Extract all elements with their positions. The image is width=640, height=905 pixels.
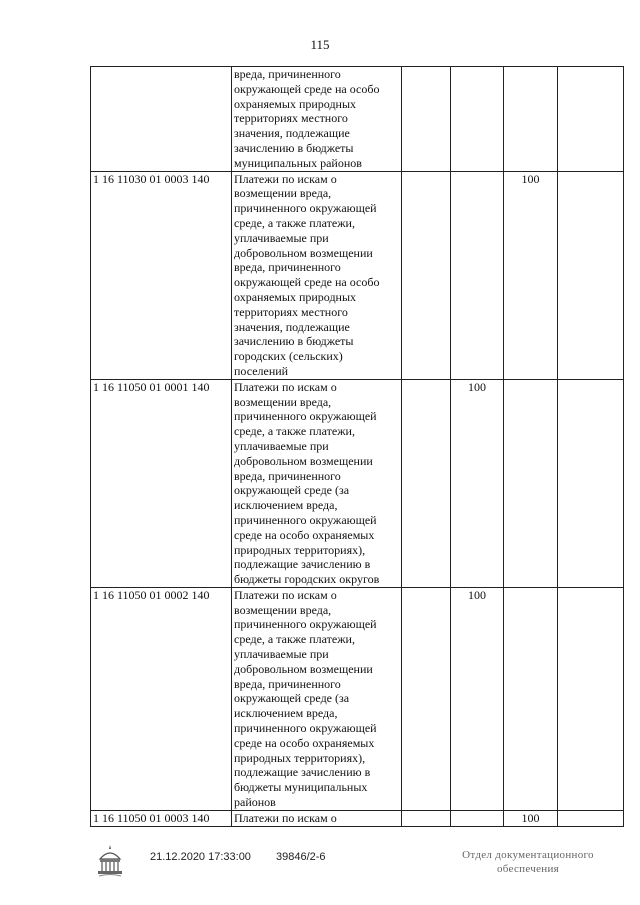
revenue-name-line: вреда, причиненного (234, 67, 341, 81)
percent-cell (402, 379, 451, 587)
revenue-name-line: вреда, причиненного (234, 260, 341, 275)
revenue-name-line: подлежащие зачислению в (234, 765, 371, 780)
table-row (91, 67, 624, 172)
budget-code-cell (91, 67, 232, 172)
emblem-logo (93, 843, 127, 879)
table-row (91, 587, 624, 810)
revenue-name-line: Платежи по искам о (234, 810, 337, 825)
percent-cell: 100 (451, 379, 504, 587)
revenue-name-line: возмещении вреда, (234, 602, 332, 617)
page-number: 115 (310, 37, 330, 52)
stamp-line: Отдел документационного (462, 849, 594, 861)
percent-cell (402, 587, 451, 810)
revenue-name-line: бюджеты городских округов (234, 572, 380, 587)
revenue-name-line: среде, а также платежи, (234, 632, 355, 647)
revenue-name-line: окружающей среде на особо (234, 275, 380, 290)
percent-cell (504, 67, 558, 172)
revenue-name-line: охраняемых природных (234, 289, 357, 304)
footer-timestamp: 21.12.2020 17:33:00 (150, 851, 251, 863)
revenue-name-line: окружающей среде (за (234, 691, 350, 706)
revenue-name-line: среде на особо охраняемых (234, 527, 375, 542)
percent-cell (558, 171, 624, 379)
percent-cell (402, 810, 451, 826)
revenue-name-line: уплачиваемые при (234, 438, 329, 453)
percent-cell (451, 171, 504, 379)
revenue-name-line: среде на особо охраняемых (234, 735, 375, 750)
percent-cell (451, 67, 504, 172)
revenue-name-line: территориях местного (234, 111, 348, 126)
table-row (91, 379, 624, 587)
revenue-name-line: причиненного окружающей (234, 409, 377, 424)
table-row (91, 171, 624, 379)
revenue-name-line: районов (234, 795, 276, 810)
stamp-line: обеспечения (496, 863, 560, 875)
revenue-name-line: поселений (234, 363, 289, 378)
revenue-name-line: Платежи по искам о (234, 379, 337, 394)
percent-cell: 100 (504, 171, 558, 379)
revenue-name-line: исключением вреда, (234, 498, 338, 513)
revenue-name-line: зачислению в бюджеты (234, 140, 354, 155)
revenue-name-cell (232, 67, 402, 172)
revenue-name-line: причиненного окружающей (234, 512, 377, 527)
budget-table (90, 66, 624, 827)
revenue-name-line: окружающей среде на особо (234, 81, 380, 96)
revenue-name-line: добровольном возмещении (234, 661, 373, 676)
revenue-name-line: добровольном возмещении (234, 453, 373, 468)
revenue-name-line: возмещении вреда, (234, 394, 332, 409)
revenue-name-line: зачислению в бюджеты (234, 334, 354, 349)
revenue-name-line: уплачиваемые при (234, 230, 329, 245)
percent-cell (558, 379, 624, 587)
budget-code-cell: 1 16 11050 01 0002 140 (91, 587, 232, 810)
revenue-name-line: исключением вреда, (234, 706, 338, 721)
revenue-name-line: причиненного окружающей (234, 201, 377, 216)
revenue-name-line: возмещении вреда, (234, 186, 332, 201)
revenue-name-line: городских (сельских) (234, 349, 343, 364)
revenue-name-line: уплачиваемые при (234, 647, 329, 662)
revenue-name-cell (232, 587, 402, 810)
budget-code-cell: 1 16 11050 01 0001 140 (91, 379, 232, 587)
revenue-name-cell (232, 379, 402, 587)
percent-cell (451, 810, 504, 826)
revenue-name-line: территориях местного (234, 304, 348, 319)
revenue-name-line: бюджеты муниципальных (234, 780, 368, 795)
revenue-name-line: подлежащие зачислению в (234, 557, 371, 572)
percent-cell: 100 (451, 587, 504, 810)
revenue-name-line: вреда, причиненного (234, 468, 341, 483)
department-stamp (448, 848, 608, 876)
revenue-name-line: среде, а также платежи, (234, 424, 355, 439)
revenue-name-line: Платежи по искам о (234, 587, 337, 602)
percent-cell (558, 67, 624, 172)
revenue-name-cell (232, 810, 402, 826)
revenue-name-line: добровольном возмещении (234, 245, 373, 260)
percent-cell (402, 67, 451, 172)
footer-doc-id: 39846/2-6 (276, 851, 326, 863)
revenue-name-line: охраняемых природных (234, 96, 357, 111)
percent-cell: 100 (504, 810, 558, 826)
budget-code-cell: 1 16 11030 01 0003 140 (91, 171, 232, 379)
revenue-name-line: природных территориях), (234, 750, 366, 765)
revenue-name-line: значения, подлежащие (234, 319, 350, 334)
percent-cell (558, 810, 624, 826)
revenue-name-line: причиненного окружающей (234, 721, 377, 736)
percent-cell (558, 587, 624, 810)
revenue-name-line: вреда, причиненного (234, 676, 341, 691)
budget-code-cell: 1 16 11050 01 0003 140 (91, 810, 232, 826)
revenue-name-line: природных территориях), (234, 542, 366, 557)
percent-cell (504, 587, 558, 810)
percent-cell (402, 171, 451, 379)
revenue-name-line: причиненного окружающей (234, 617, 377, 632)
revenue-name-line: муниципальных районов (234, 155, 362, 170)
revenue-name-line: окружающей среде (за (234, 483, 350, 498)
revenue-name-line: значения, подлежащие (234, 126, 350, 141)
percent-cell (504, 379, 558, 587)
table-row (91, 810, 624, 826)
revenue-name-cell (232, 171, 402, 379)
revenue-name-line: Платежи по искам о (234, 171, 337, 186)
revenue-name-line: среде, а также платежи, (234, 215, 355, 230)
